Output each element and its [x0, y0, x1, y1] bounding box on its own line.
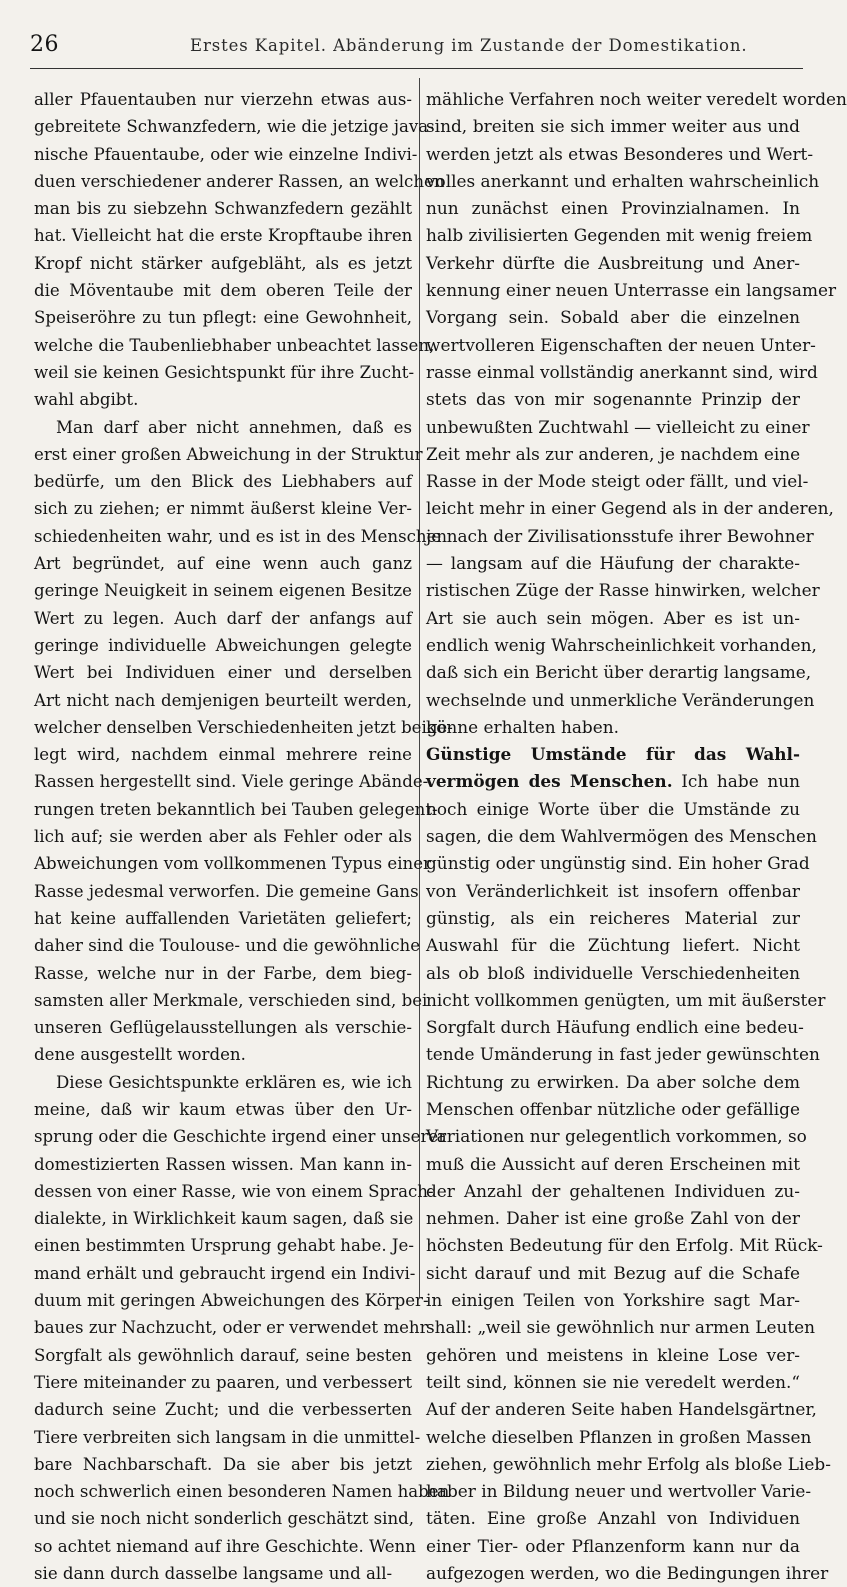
text-line: tende Umänderung in fast jeder gewünschten	[426, 1044, 820, 1065]
text-line: welche die Taubenliebhaber unbeachtet lassen,	[34, 335, 435, 355]
text-line: wertvolleren Eigenschaften der neuen Unter-	[426, 334, 816, 355]
text-line: welcher denselben Verschiedenheiten jetzt beige-	[34, 717, 453, 737]
text-line: unbewußten Zuchtwahl — vielleicht zu einer	[426, 416, 810, 437]
text-line: täten. Eine große Anzahl von Individuen	[426, 1508, 800, 1529]
text-line: stets das von mir sogenannte Prinzip der	[426, 389, 800, 410]
text-line: Man darf aber nicht annehmen, daß es	[56, 417, 412, 437]
text-line: nicht vollkommen genügten, um mit äußerster	[426, 989, 826, 1010]
text-line: werden jetzt als etwas Besonderes und Wert-	[426, 143, 814, 164]
text-line: Vorgang sein. Sobald aber die einzelnen	[426, 307, 800, 328]
page-header	[30, 32, 800, 62]
text-line: Auf der anderen Seite haben Handelsgärtner,	[426, 1399, 817, 1420]
text-line: Verkehr dürfte die Ausbreitung und Aner-	[426, 252, 800, 273]
text-line: Variationen nur gelegentlich vorkommen, so	[426, 1126, 807, 1147]
text-line: Zeit mehr als zur anderen, je nachdem eine	[426, 443, 801, 464]
text-line: aufgezogen werden, wo die Bedingungen ihrer	[426, 1563, 829, 1584]
text-line: duum mit geringen Abweichungen des Körper-	[34, 1291, 429, 1311]
text-line: volles anerkannt und erhalten wahrscheinlich	[426, 170, 820, 191]
text-line: schiedenheiten wahr, und es ist in des Menschen	[34, 526, 448, 546]
header-rule	[30, 68, 803, 69]
text-line: noch einige Worte über die Umstände zu	[426, 798, 800, 819]
text-line: haber in Bildung neuer und wertvoller Varie-	[426, 1481, 812, 1502]
text-line: so achtet niemand auf ihre Geschichte. Wenn	[34, 1536, 416, 1556]
section-heading-line	[426, 768, 800, 795]
text-line: Art begründet, auf eine wenn auch ganz	[34, 554, 412, 574]
text-line: Abweichungen vom vollkommenen Typus einer	[34, 854, 431, 874]
text-line: nun zunächst einen Provinzialnamen. In	[426, 198, 800, 219]
text-line: dadurch seine Zucht; und die verbesserten	[34, 1400, 412, 1420]
text-line: muß die Aussicht auf deren Erscheinen mit	[426, 1153, 800, 1174]
page-number: 26	[30, 32, 59, 57]
text-line: Rasse in der Mode steigt oder fällt, und viel-	[426, 471, 809, 492]
text-line: ziehen, gewöhnlich mehr Erfolg als bloße Lieb-	[426, 1453, 831, 1474]
text-line: man bis zu siebzehn Schwanzfedern gezählt	[34, 199, 412, 219]
text-line: Menschen offenbar nützliche oder gefällige	[426, 1098, 800, 1119]
text-line: könne erhalten haben.	[426, 716, 619, 737]
text-line: Art nicht nach demjenigen beurteilt werden,	[34, 690, 412, 710]
section-heading: Günstige Umstände für das Wahl-	[426, 744, 800, 765]
text-line: wechselnde und unmerkliche Veränderungen	[426, 689, 815, 710]
text-line: leicht mehr in einer Gegend als in der anderen,	[426, 498, 834, 519]
text-line: sind, breiten sie sich immer weiter aus und	[426, 116, 800, 137]
text-line: lich auf; sie werden aber als Fehler oder als	[34, 827, 412, 847]
text-line: daher sind die Toulouse- und die gewöhnliche	[34, 936, 421, 956]
text-line: dene ausgestellt worden.	[34, 1045, 246, 1065]
text-line: nehmen. Daher ist eine große Zahl von der	[426, 1208, 800, 1229]
text-line: günstig, als ein reicheres Material zur	[426, 907, 800, 928]
text-line: legt wird, nachdem einmal mehrere reine	[34, 745, 412, 765]
text-line: wahl abgibt.	[34, 390, 139, 410]
left-column	[34, 86, 453, 1587]
text-line: gehören und meistens in kleine Lose ver-	[426, 1344, 800, 1365]
text-line: als ob bloß individuelle Verschiedenheiten	[426, 962, 800, 983]
text-line: Auswahl für die Züchtung liefert. Nicht	[426, 935, 800, 956]
text-line: rungen treten bekanntlich bei Tauben gelegent-	[34, 799, 438, 819]
text-line: und sie noch nicht sonderlich geschätzt sind,	[34, 1509, 415, 1529]
text-line: rasse einmal vollständig anerkannt sind, wird	[426, 361, 818, 382]
text-line: Wert bei Individuen einer und derselben	[34, 663, 412, 683]
text-line: hat. Vielleicht hat die erste Kropftaube ihren	[34, 226, 413, 246]
text-line: shall: „weil sie gewöhnlich nur armen Leuten	[426, 1317, 816, 1338]
text-line: Speiseröhre zu tun pflegt: eine Gewohnheit,	[34, 308, 412, 328]
text-line: halb zivilisierten Gegenden mit wenig freiem	[426, 225, 813, 246]
text-line: mand erhält und gebraucht irgend ein Indivi-	[34, 1263, 416, 1283]
text-line: — langsam auf die Häufung der charakte-	[426, 553, 800, 574]
text-line: teilt sind, können sie nie veredelt werden.“	[426, 1371, 800, 1392]
section-heading-end: vermögen des Menschen.	[426, 771, 673, 792]
text-line: Kropf nicht stärker aufgebläht, als es jetzt	[34, 253, 412, 273]
text-line: Ich habe nun	[672, 771, 800, 792]
text-line: baues zur Nachzucht, oder er verwendet mehr	[34, 1318, 428, 1338]
text-line: noch schwerlich einen besonderen Namen haben	[34, 1482, 450, 1502]
text-line: der Anzahl der gehaltenen Individuen zu-	[426, 1180, 800, 1201]
text-line: duen verschiedener anderer Rassen, an welchen	[34, 171, 445, 191]
text-line: samsten aller Merkmale, verschieden sind, bei	[34, 990, 428, 1010]
text-line: Sorgfalt als gewöhnlich darauf, seine besten	[34, 1345, 412, 1365]
text-line: die Möventaube mit dem oberen Teile der	[34, 281, 412, 301]
text-line: sich zu ziehen; er nimmt äußerst kleine Ver-	[34, 499, 412, 519]
text-line: domestizierten Rassen wissen. Man kann in-	[34, 1154, 412, 1174]
text-line: welche dieselben Pflanzen in großen Massen	[426, 1426, 812, 1447]
text-line: daß sich ein Bericht über derartig langsame,	[426, 662, 812, 683]
text-line: sagen, die dem Wahlvermögen des Menschen	[426, 826, 817, 847]
text-line: Richtung zu erwirken. Da aber solche dem	[426, 1071, 800, 1092]
text-line: dialekte, in Wirklichkeit kaum sagen, daß sie	[34, 1209, 414, 1229]
text-line: bare Nachbarschaft. Da sie aber bis jetzt	[34, 1454, 412, 1474]
right-column	[426, 86, 847, 1587]
text-line: einen bestimmten Ursprung gehabt habe. Je-	[34, 1236, 414, 1256]
text-line: kennung einer neuen Unterrasse ein langsamer	[426, 280, 837, 301]
text-line: Tiere verbreiten sich langsam in die unmittel-	[34, 1427, 421, 1447]
text-line: sie dann durch dasselbe langsame und all-	[34, 1564, 393, 1584]
text-line: endlich wenig Wahrscheinlichkeit vorhanden,	[426, 634, 817, 655]
text-line: sprung oder die Geschichte irgend einer unserer	[34, 1127, 447, 1147]
text-line: erst einer großen Abweichung in der Struktur	[34, 444, 423, 464]
text-line: Rasse, welche nur in der Farbe, dem bieg-	[34, 963, 412, 983]
text-line: geringe Neuigkeit in seinem eigenen Besitze	[34, 581, 412, 601]
text-line: sicht darauf und mit Bezug auf die Schafe	[426, 1262, 800, 1283]
text-line: mähliche Verfahren noch weiter veredelt worden	[426, 89, 847, 109]
text-line: geringe individuelle Abweichungen gelegte	[34, 635, 412, 655]
text-line: Rassen hergestellt sind. Viele geringe Abände-	[34, 772, 429, 792]
text-line: weil sie keinen Gesichtspunkt für ihre Zucht-	[34, 362, 415, 382]
text-line: meine, daß wir kaum etwas über den Ur-	[34, 1099, 412, 1119]
column-divider	[419, 78, 420, 1298]
text-line: aller Pfauentauben nur vierzehn etwas aus-	[34, 90, 412, 109]
text-line: gebreitete Schwanzfedern, wie die jetzige java-	[34, 117, 434, 137]
text-line: Rasse jedesmal verworfen. Die gemeine Gans	[34, 881, 419, 901]
text-line: je nach der Zivilisationsstufe ihrer Bewohner	[426, 525, 814, 546]
text-line: in einigen Teilen von Yorkshire sagt Mar-	[426, 1290, 800, 1311]
text-line: Diese Gesichtspunkte erklären es, wie ich	[56, 1072, 412, 1092]
text-line: von Veränderlichkeit ist insofern offenbar	[426, 880, 800, 901]
text-line: hat keine auffallenden Varietäten geliefert;	[34, 908, 412, 928]
text-line: Wert zu legen. Auch darf der anfangs auf	[34, 608, 412, 628]
text-line: einer Tier- oder Pflanzenform kann nur da	[426, 1535, 800, 1556]
text-line: bedürfe, um den Blick des Liebhabers auf	[34, 472, 412, 492]
text-line: Sorgfalt durch Häufung endlich eine bedeu-	[426, 1017, 804, 1038]
text-line: unseren Geflügelausstellungen als verschie-	[34, 1018, 412, 1038]
running-title: Erstes Kapitel. Abänderung im Zustande der Domestikation.	[190, 36, 748, 55]
text-line: höchsten Bedeutung für den Erfolg. Mit Rück-	[426, 1235, 823, 1256]
text-line: Art sie auch sein mögen. Aber es ist un-	[426, 607, 800, 628]
text-line: günstig oder ungünstig sind. Ein hoher Grad	[426, 853, 810, 874]
text-line: ristischen Züge der Rasse hinwirken, welcher	[426, 580, 820, 601]
text-line: dessen von einer Rasse, wie von einem Sprach-	[34, 1181, 434, 1201]
text-line: nische Pfauentaube, oder wie einzelne Indivi-	[34, 144, 418, 164]
text-line: Tiere miteinander zu paaren, und verbessert	[34, 1372, 412, 1392]
